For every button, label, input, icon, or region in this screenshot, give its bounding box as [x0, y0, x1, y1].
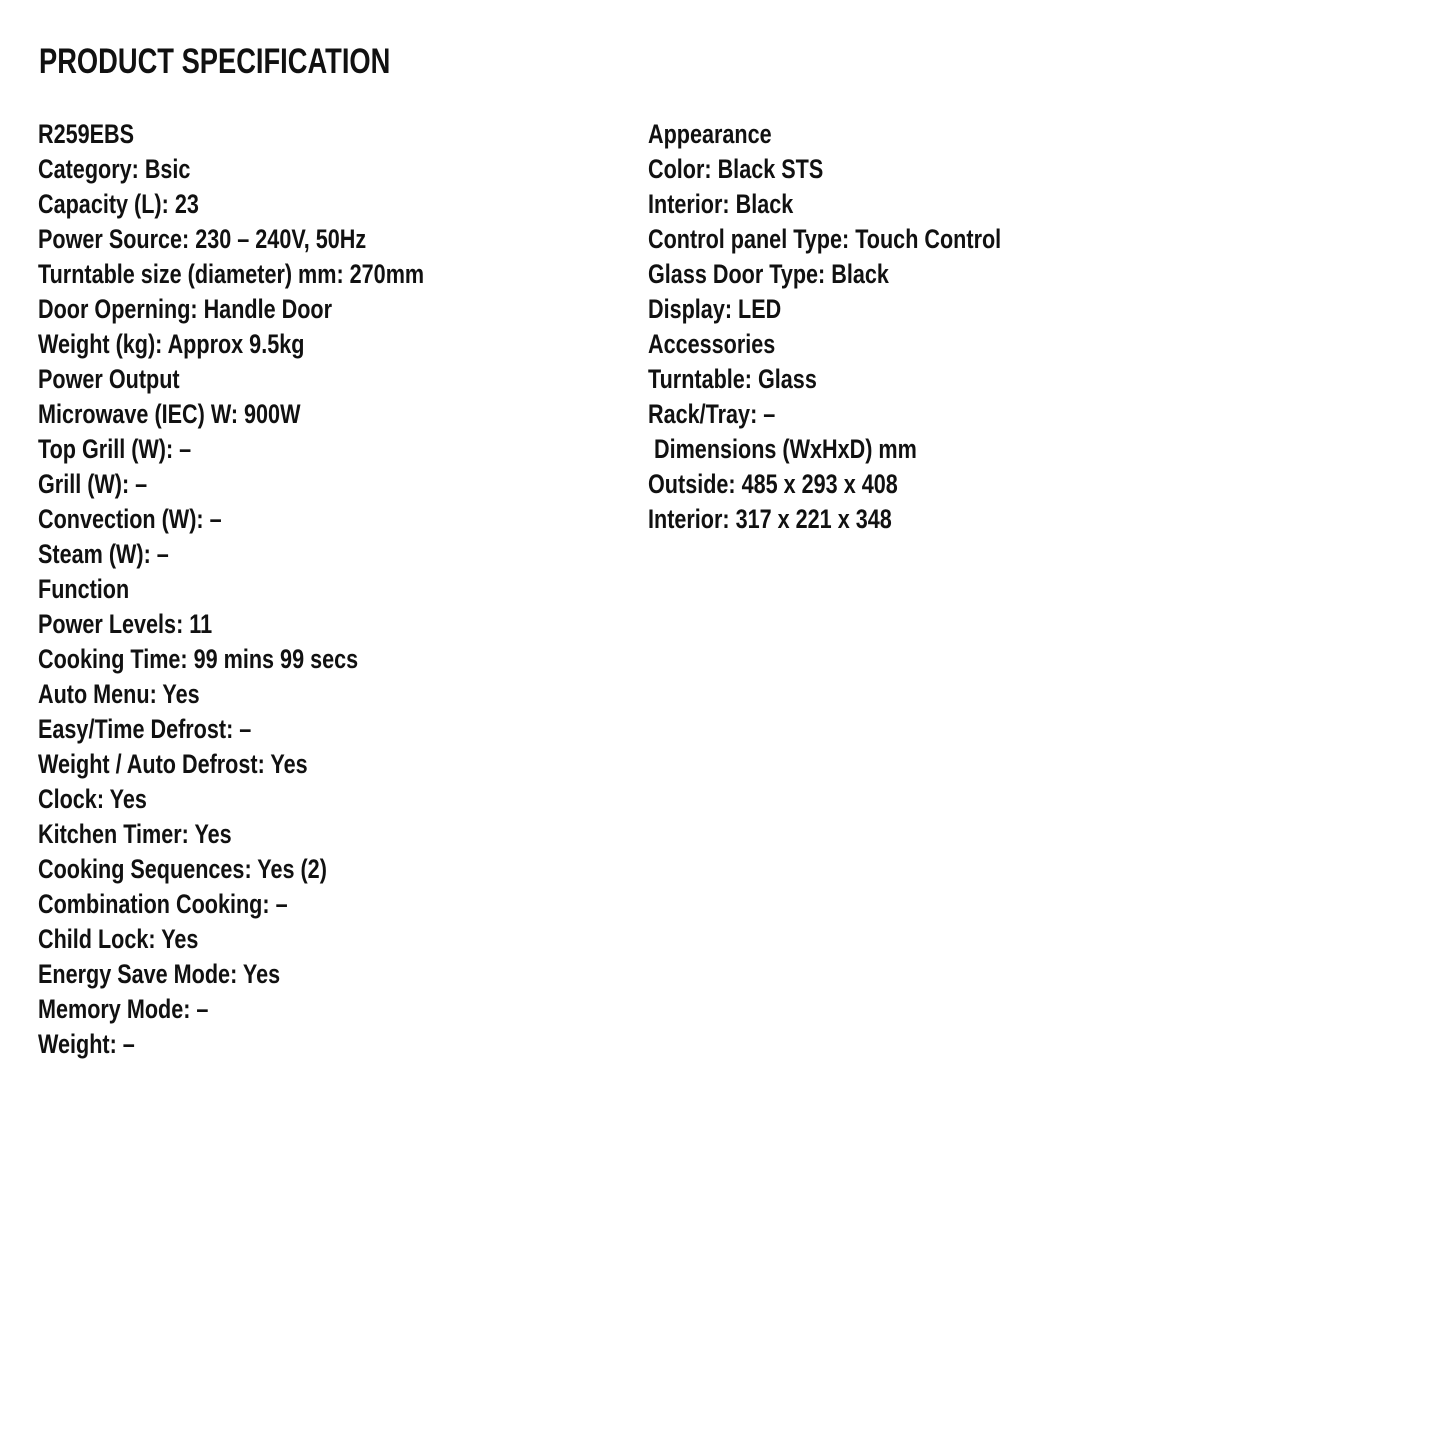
spec-weight-kg: Weight (kg): Approx 9.5kg: [38, 329, 305, 359]
page-title: PRODUCT SPECIFICATION: [39, 42, 391, 81]
section-heading-function: Function: [38, 574, 130, 604]
spec-weight: Weight: –: [38, 1029, 135, 1059]
spec-turntable-size: Turntable size (diameter) mm: 270mm: [38, 259, 425, 289]
spec-rack-tray: Rack/Tray: –: [648, 399, 776, 429]
section-heading-appearance: Appearance: [648, 119, 772, 149]
spec-steam: Steam (W): –: [38, 539, 169, 569]
spec-auto-defrost: Weight / Auto Defrost: Yes: [38, 749, 308, 779]
spec-clock: Clock: Yes: [38, 784, 147, 814]
spec-list-right: [648, 117, 1089, 537]
spec-display: Display: LED: [648, 294, 782, 324]
spec-turntable: Turntable: Glass: [648, 364, 817, 394]
spec-control-panel: Control panel Type: Touch Control: [648, 224, 1002, 254]
spec-outside-dimensions: Outside: 485 x 293 x 408: [648, 469, 898, 499]
spec-category: Category: Bsic: [38, 154, 191, 184]
spec-color: Color: Black STS: [648, 154, 824, 184]
section-heading-accessories: Accessories: [648, 329, 776, 359]
spec-model: R259EBS: [38, 119, 135, 149]
spec-list-left: [38, 117, 521, 1062]
spec-interior-dimensions: Interior: 317 x 221 x 348: [648, 504, 892, 534]
spec-combination-cooking: Combination Cooking: –: [38, 889, 288, 919]
spec-auto-menu: Auto Menu: Yes: [38, 679, 200, 709]
spec-microwave-power: Microwave (IEC) W: 900W: [38, 399, 301, 429]
spec-convection: Convection (W): –: [38, 504, 222, 534]
spec-memory-mode: Memory Mode: –: [38, 994, 209, 1024]
spec-power-source: Power Source: 230 – 240V, 50Hz: [38, 224, 367, 254]
spec-power-levels: Power Levels: 11: [38, 609, 213, 639]
spec-glass-door: Glass Door Type: Black: [648, 259, 889, 289]
spec-top-grill: Top Grill (W): –: [38, 434, 192, 464]
spec-door-opening: Door Operning: Handle Door: [38, 294, 332, 324]
spec-interior-color: Interior: Black: [648, 189, 794, 219]
section-heading-power-output: Power Output: [38, 364, 180, 394]
spec-cooking-time: Cooking Time: 99 mins 99 secs: [38, 644, 359, 674]
spec-kitchen-timer: Kitchen Timer: Yes: [38, 819, 232, 849]
spec-capacity: Capacity (L): 23: [38, 189, 199, 219]
spec-energy-save: Energy Save Mode: Yes: [38, 959, 281, 989]
spec-grill: Grill (W): –: [38, 469, 148, 499]
spec-time-defrost: Easy/Time Defrost: –: [38, 714, 252, 744]
spec-cooking-sequences: Cooking Sequences: Yes (2): [38, 854, 327, 884]
section-heading-dimensions: Dimensions (WxHxD) mm: [648, 434, 917, 464]
spec-child-lock: Child Lock: Yes: [38, 924, 199, 954]
